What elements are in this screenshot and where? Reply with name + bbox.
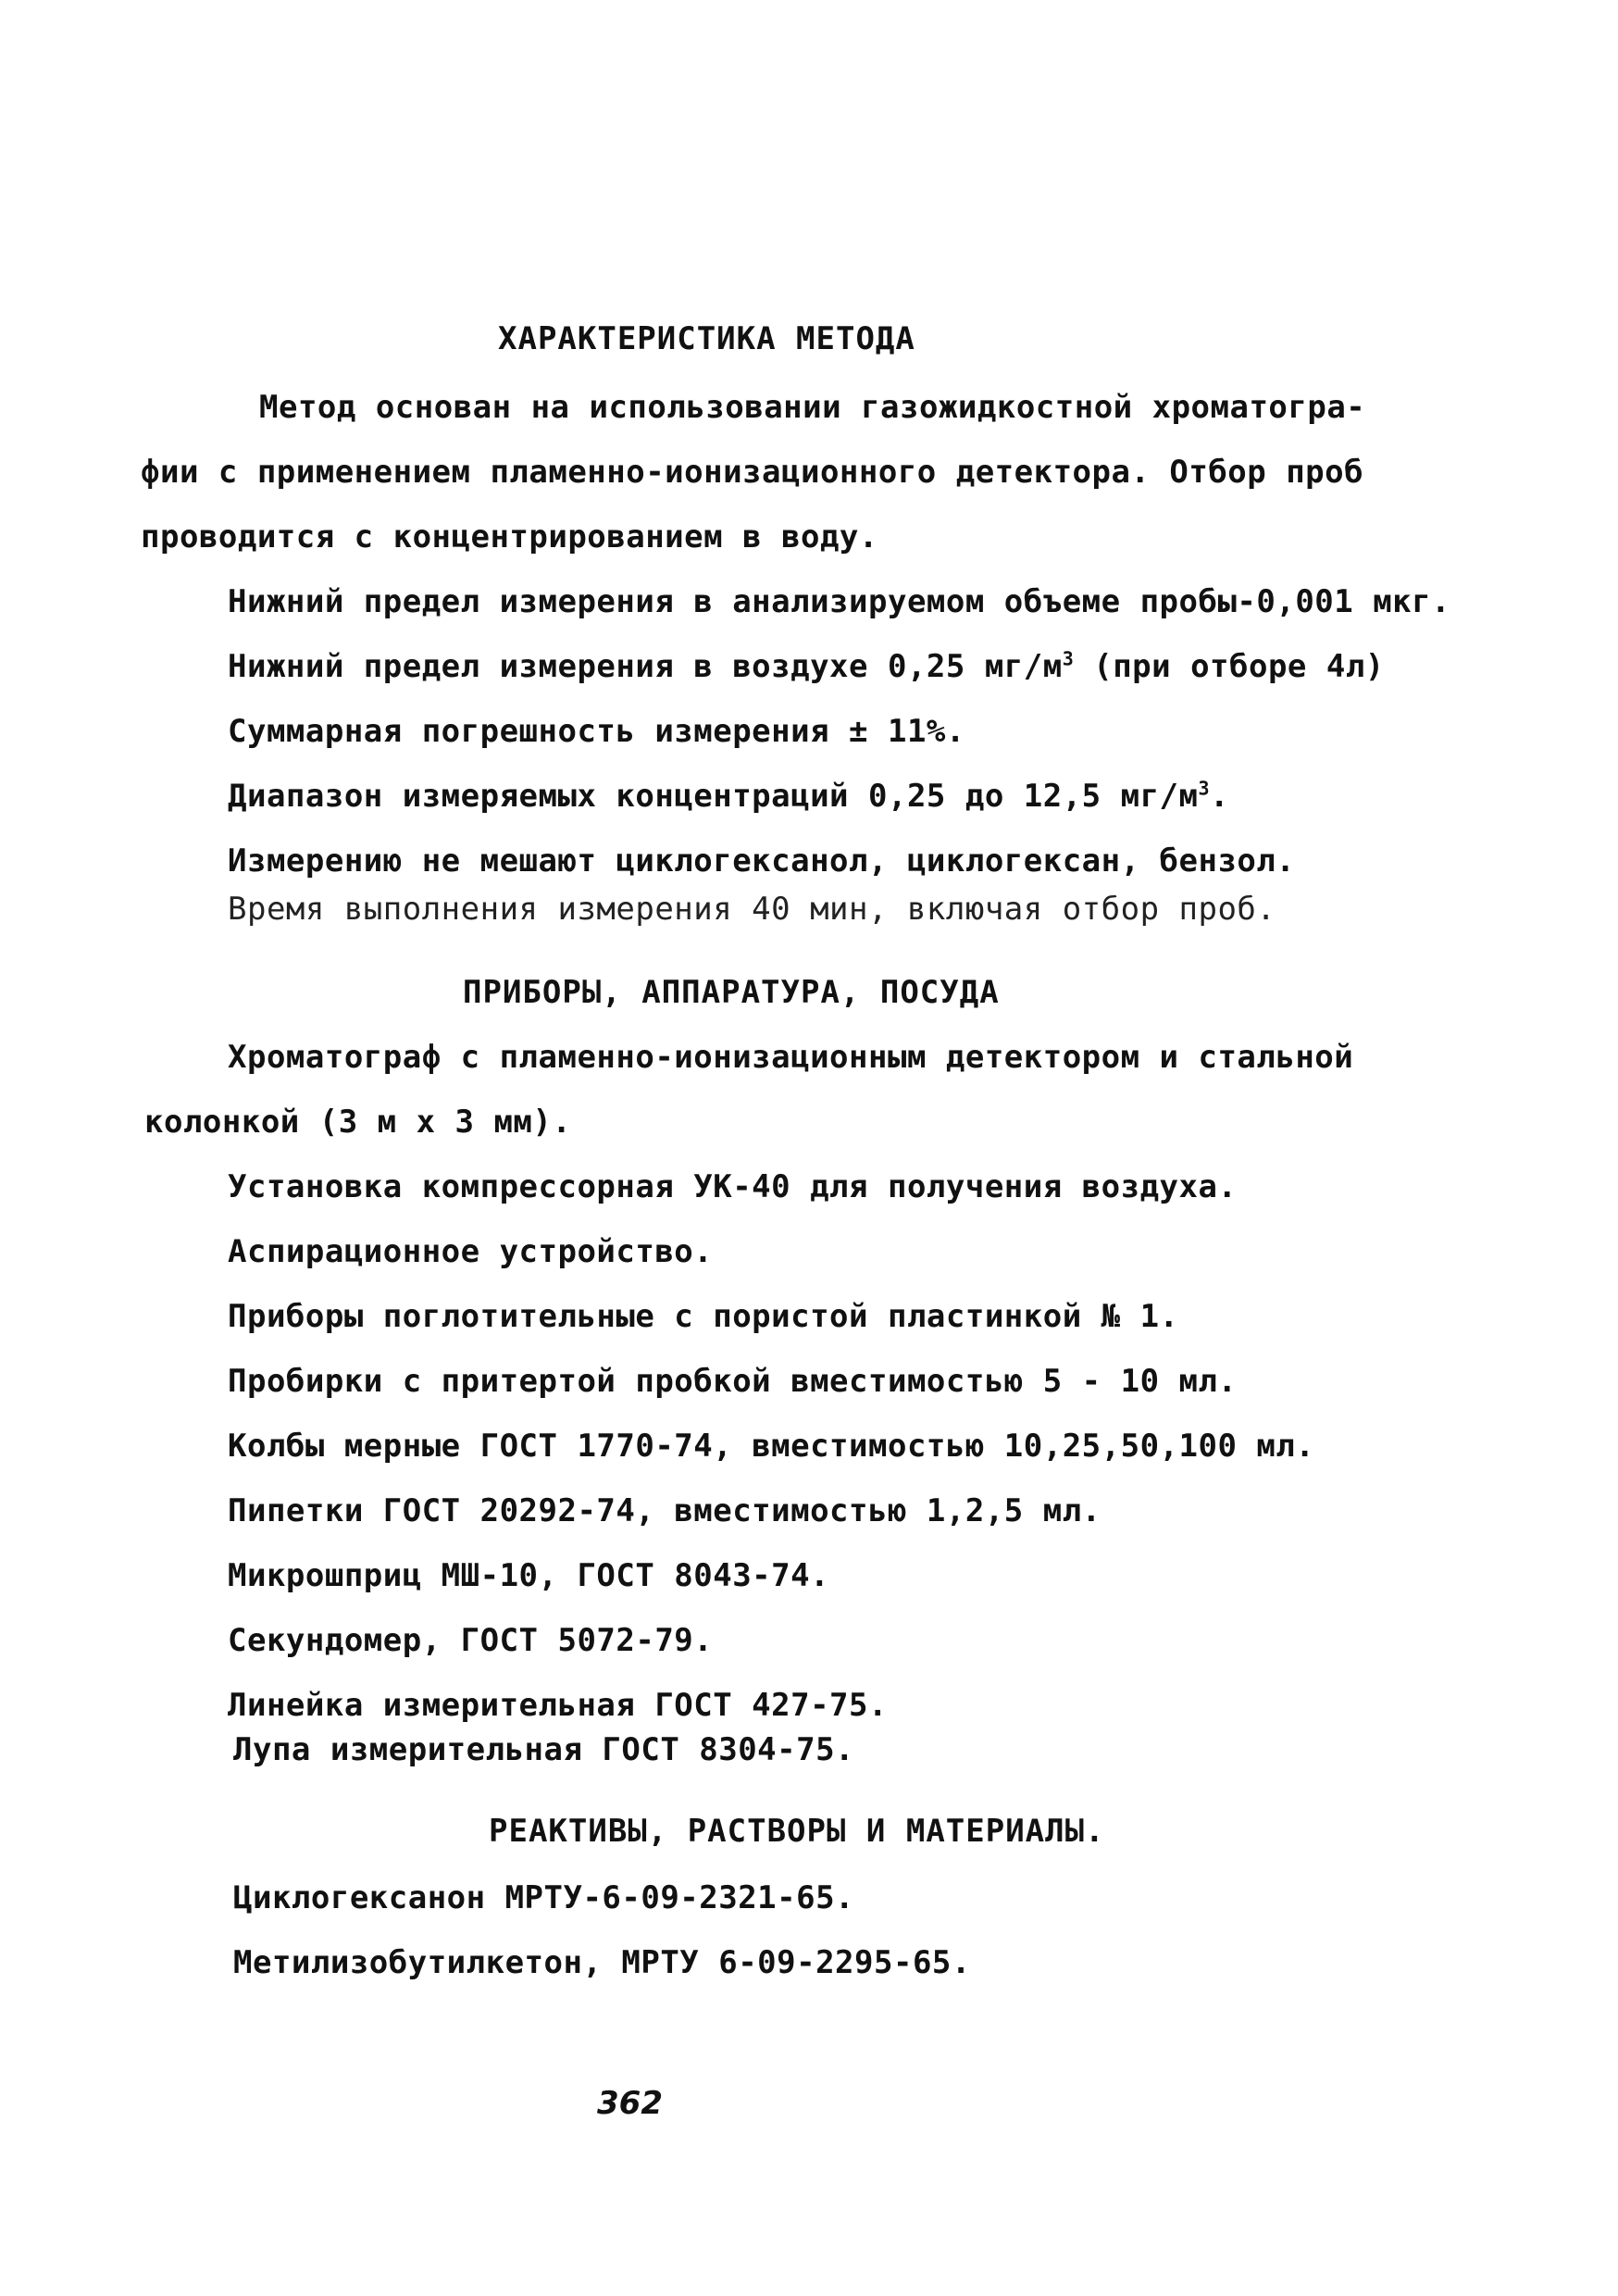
section-heading-method: ХАРАКТЕРИСТИКА МЕТОДА bbox=[498, 320, 915, 357]
section-heading-equipment: ПРИБОРЫ, АППАРАТУРА, ПОСУДА bbox=[463, 974, 1000, 1011]
reagent-item: Метилизобутилкетон, МРТУ 6-09-2295-65. bbox=[233, 1944, 971, 1981]
lower-limit-air-note: (при отборе 4л) bbox=[1074, 648, 1385, 685]
page-number: 362 bbox=[597, 2085, 663, 2122]
total-error: Суммарная погрешность измерения ± 11%. bbox=[228, 713, 965, 750]
superscript: 3 bbox=[1198, 777, 1211, 800]
measurement-duration: Время выполнения измерения 40 мин, включая отбор проб. bbox=[228, 891, 1276, 928]
equipment-item: Пипетки ГОСТ 20292-74, вместимостью 1,2,5 мл. bbox=[228, 1492, 1101, 1529]
equipment-item: Приборы поглотительные с пористой пластинкой № 1. bbox=[228, 1298, 1179, 1335]
concentration-range-text: Диапазон измеряемых концентраций 0,25 до 12,5 мг/м bbox=[228, 778, 1199, 815]
equipment-item: Секундомер, ГОСТ 5072-79. bbox=[228, 1622, 714, 1659]
interference-note: Измерению не мешают циклогексанол, циклогексан, бензол. bbox=[228, 842, 1296, 880]
chromatograph-line: Хроматограф с пламенно-ионизационным детектором и стальной bbox=[228, 1039, 1354, 1076]
method-paragraph-line: проводится с концентрированием в воду. bbox=[141, 518, 878, 555]
equipment-item: Аспирационное устройство. bbox=[228, 1233, 714, 1270]
method-paragraph-line: фии с применением пламенно-ионизационного детектора. Отбор проб bbox=[141, 454, 1364, 491]
lower-limit-air bbox=[228, 648, 1385, 685]
lower-limit-sample: Нижний предел измерения в анализируемом объеме пробы-0,001 мкг. bbox=[228, 583, 1451, 620]
equipment-item: Установка компрессорная УК-40 для получения воздуха. bbox=[228, 1168, 1238, 1205]
method-paragraph-line: Метод основан на использовании газожидкостной хроматогра- bbox=[259, 389, 1366, 426]
chromatograph-line: колонкой (3 м х 3 мм). bbox=[144, 1104, 572, 1141]
equipment-item: Линейка измерительная ГОСТ 427-75. bbox=[228, 1687, 888, 1724]
lower-limit-air-text: Нижний предел измерения в воздухе 0,25 мг/м bbox=[228, 648, 1063, 685]
equipment-item: Микрошприц МШ-10, ГОСТ 8043-74. bbox=[228, 1557, 830, 1594]
concentration-range-end: . bbox=[1210, 778, 1230, 815]
superscript: 3 bbox=[1062, 647, 1075, 670]
concentration-range bbox=[228, 778, 1229, 815]
equipment-item: Пробирки с притертой пробкой вместимостью 5 - 10 мл. bbox=[228, 1363, 1238, 1400]
reagent-item: Циклогексанон МРТУ-6-09-2321-65. bbox=[233, 1879, 855, 1916]
equipment-item: Колбы мерные ГОСТ 1770-74, вместимостью 10,25,50,100 мл. bbox=[228, 1428, 1315, 1465]
section-heading-reagents: РЕАКТИВЫ, РАСТВОРЫ И МАТЕРИАЛЫ. bbox=[489, 1813, 1105, 1850]
equipment-item: Лупа измерительная ГОСТ 8304-75. bbox=[233, 1731, 855, 1768]
